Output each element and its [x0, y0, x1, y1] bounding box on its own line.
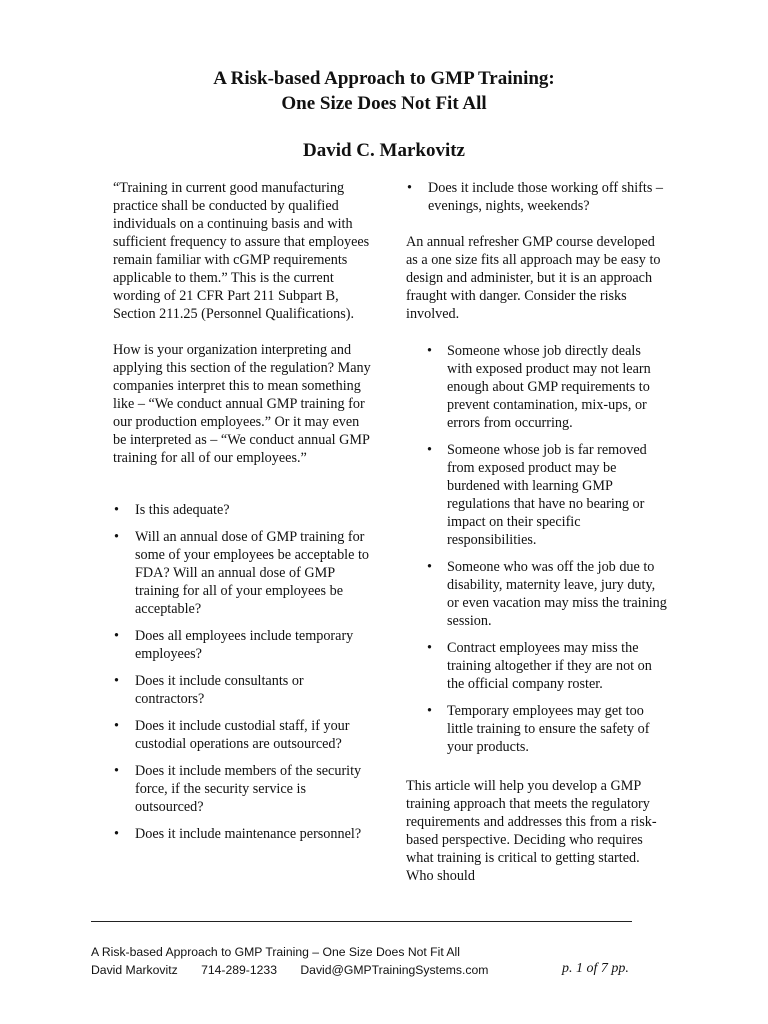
list-item: • Does it include consultants or contractors? — [113, 672, 375, 708]
document-title-line-1: A Risk-based Approach to GMP Training: — [213, 68, 555, 89]
page-number: p. 1 of 7 pp. — [562, 961, 629, 976]
intro-paragraph: “Training in current good manufacturing practice shall be conducted by qualified individuals on a continuing basis and with sufficient frequency to assure that employees remain familiar with cGMP requirements applicable to them.” This is the current wording of 21 CFR Part 211 Subpart B, Section 211.25 (Personnel Qualifications). — [113, 180, 370, 322]
list-item: • Someone whose job is far removed from exposed product may be burdened with learning GMP regulations that have no bearing or impact on their specific responsibilities. — [406, 441, 668, 549]
list-item: • Does it include custodial staff, if your custodial operations are outsourced? — [113, 717, 375, 753]
list-item: • Does it include maintenance personnel? — [113, 825, 375, 843]
list-item: • Temporary employees may get too little training to ensure the safety of your products. — [406, 702, 668, 756]
footer-divider — [91, 921, 632, 922]
footer-contact — [91, 962, 508, 978]
list-item: • Will an annual dose of GMP training for some of your employees be acceptable to FDA? Will an annual dose of GMP training for all of your employees be acceptable? — [113, 528, 375, 618]
list-item: • Does all employees include temporary employees? — [113, 627, 375, 663]
right-column — [406, 179, 668, 885]
list-item: • Someone whose job directly deals with exposed product may not learn enough about GMP requirements to prevent contamination, mix-ups, or errors from occurring. — [406, 342, 668, 432]
list-item: • Someone who was off the job due to disability, maternity leave, jury duty, or even vacation may miss the training session. — [406, 558, 668, 630]
refresher-paragraph: An annual refresher GMP course developed as a one size fits all approach may be easy to design and administer, but it is an approach fraught with danger. Consider the risks involved. — [406, 234, 661, 322]
interpretation-paragraph: How is your organization interpreting and applying this section of the regulation? Many companies interpret this to mean something like – “We conduct annual GMP training for our production employees.” Or it may even be interpreted as – “We conduct annual GMP training for all of our employees.” — [113, 342, 371, 466]
footer-phone: 714-289-1233 — [201, 963, 277, 977]
conclusion-paragraph: This article will help you develop a GMP training approach that meets the regulatory requirements and addresses this from a risk-based perspective. Deciding who requires what training is critical to getting started. Who should — [406, 778, 657, 884]
left-column — [113, 179, 375, 852]
risk-list — [406, 342, 668, 756]
author-name: David C. Markovitz — [302, 140, 465, 161]
footer-email[interactable]: David@GMPTrainingSystems.com — [300, 963, 489, 977]
continued-question-list — [406, 179, 668, 215]
footer-title: A Risk-based Approach to GMP Training – One Size Does Not Fit All — [91, 945, 460, 959]
list-item: • Is this adequate? — [113, 501, 375, 519]
footer-author: David Markovitz — [91, 963, 178, 977]
list-item: • Does it include those working off shifts – evenings, nights, weekends? — [406, 179, 668, 215]
list-item: • Does it include members of the security force, if the security service is outsourced? — [113, 762, 375, 816]
list-item: • Contract employees may miss the training altogether if they are not on the official company roster. — [406, 639, 668, 693]
document-title-line-2: One Size Does Not Fit All — [281, 93, 487, 114]
question-list — [113, 501, 375, 843]
